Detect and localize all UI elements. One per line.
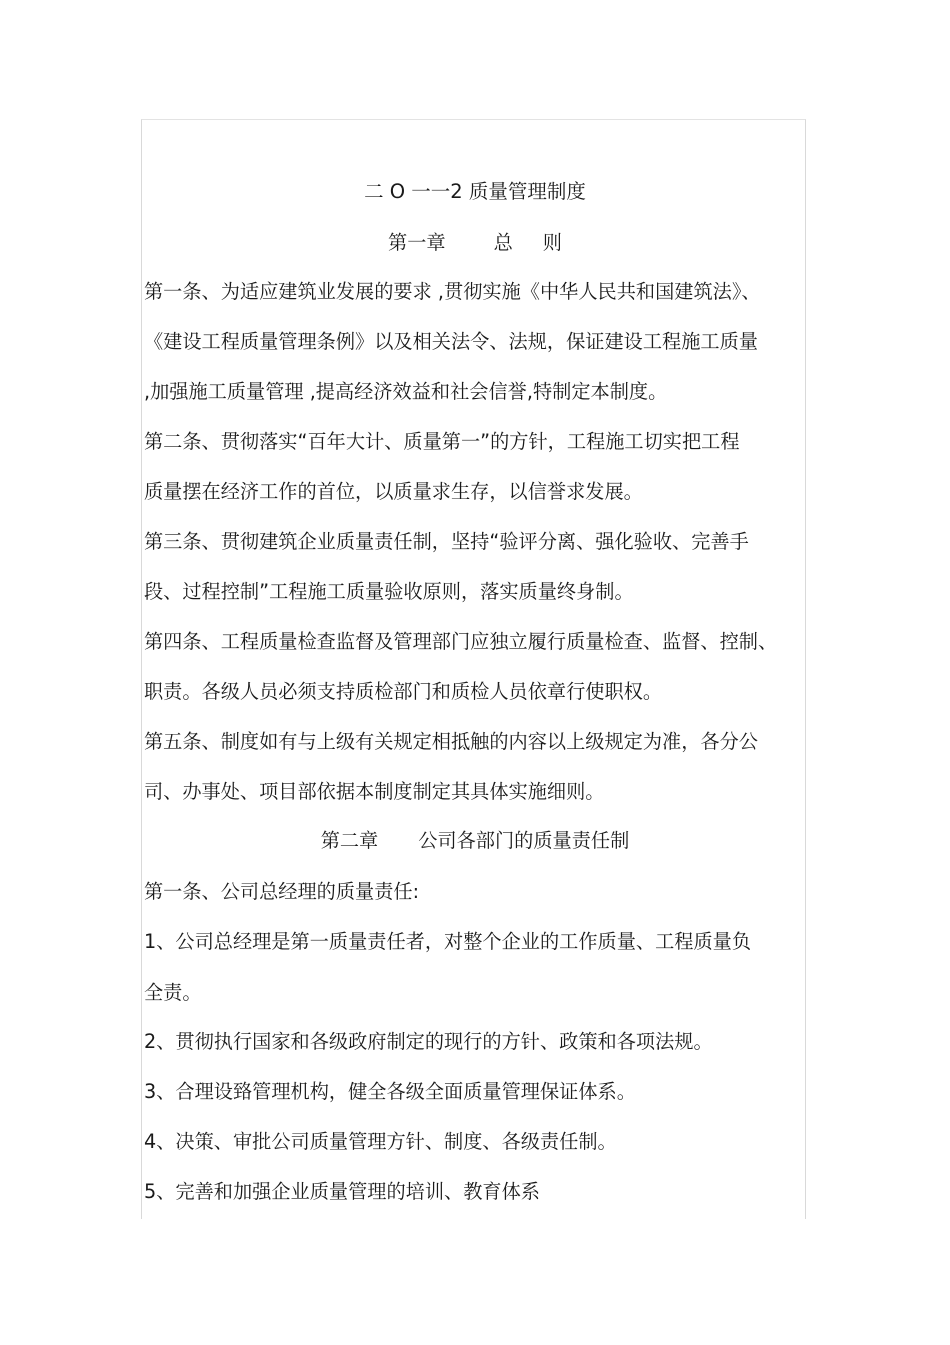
paragraph-line: 质量摆在经济工作的首位，以质量求生存，以信誉求发展。: [144, 480, 643, 503]
paragraph-line: 第一条、公司总经理的质量责任:: [144, 880, 420, 903]
paragraph-line: 4、决策、审批公司质量管理方针、制度、各级责任制。: [144, 1130, 617, 1153]
paragraph-line: 《建设工程质量管理条例》以及相关法令、法规，保证建设工程施工质量: [144, 330, 758, 353]
paragraph-line: 司、办事处、项目部依据本制度制定其具体实施细则。: [144, 780, 605, 803]
document-title: 二 O 一一2 质量管理制度: [364, 180, 586, 203]
paragraph-line: 第二条、贯彻落实“百年大计、质量第一”的方针，工程施工切实把工程: [144, 430, 740, 453]
paragraph-line: 第一条、为适应建筑业发展的要求 ,贯彻实施《中华人民共和国建筑法》、: [144, 280, 761, 303]
chapter-1-name-part2: 则: [542, 231, 562, 254]
paragraph-line: 3、合理设臵管理机构，健全各级全面质量管理保证体系。: [144, 1080, 636, 1103]
chapter-1-name-part1: 总: [493, 231, 513, 254]
chapter-2-name: 公司各部门的质量责任制: [418, 829, 630, 852]
chapter-1-label: 第一章: [388, 231, 446, 254]
chapter-2-heading: [0, 828, 950, 854]
paragraph-line: 第五条、制度如有与上级有关规定相抵触的内容以上级规定为准，各分公: [144, 730, 758, 753]
paragraph-line: 1、公司总经理是第一质量责任者，对整个企业的工作质量、工程质量负: [144, 930, 752, 953]
paragraph-line: ,加强施工质量管理 ,提高经济效益和社会信誉,特制定本制度。: [144, 380, 668, 403]
paragraph-line: 第四条、工程质量检查监督及管理部门应独立履行质量检查、监督、控制、: [144, 630, 778, 653]
paragraph-line: 第三条、贯彻建筑企业质量责任制，坚持“验评分离、强化验收、完善手: [144, 530, 749, 553]
paragraph-line: 5、完善和加强企业质量管理的培训、教育体系: [144, 1180, 540, 1203]
chapter-1-heading: [0, 230, 950, 256]
chapter-2-label: 第二章: [320, 829, 379, 852]
paragraph-line: 2、贯彻执行国家和各级政府制定的现行的方针、政策和各项法规。: [144, 1030, 713, 1053]
paragraph-line: 全责。: [144, 981, 202, 1004]
paragraph-line: 段、过程控制”工程施工质量验收原则，落实质量终身制。: [144, 580, 634, 603]
paragraph-line: 职责。各级人员必须支持质检部门和质检人员依章行使职权。: [144, 680, 663, 703]
